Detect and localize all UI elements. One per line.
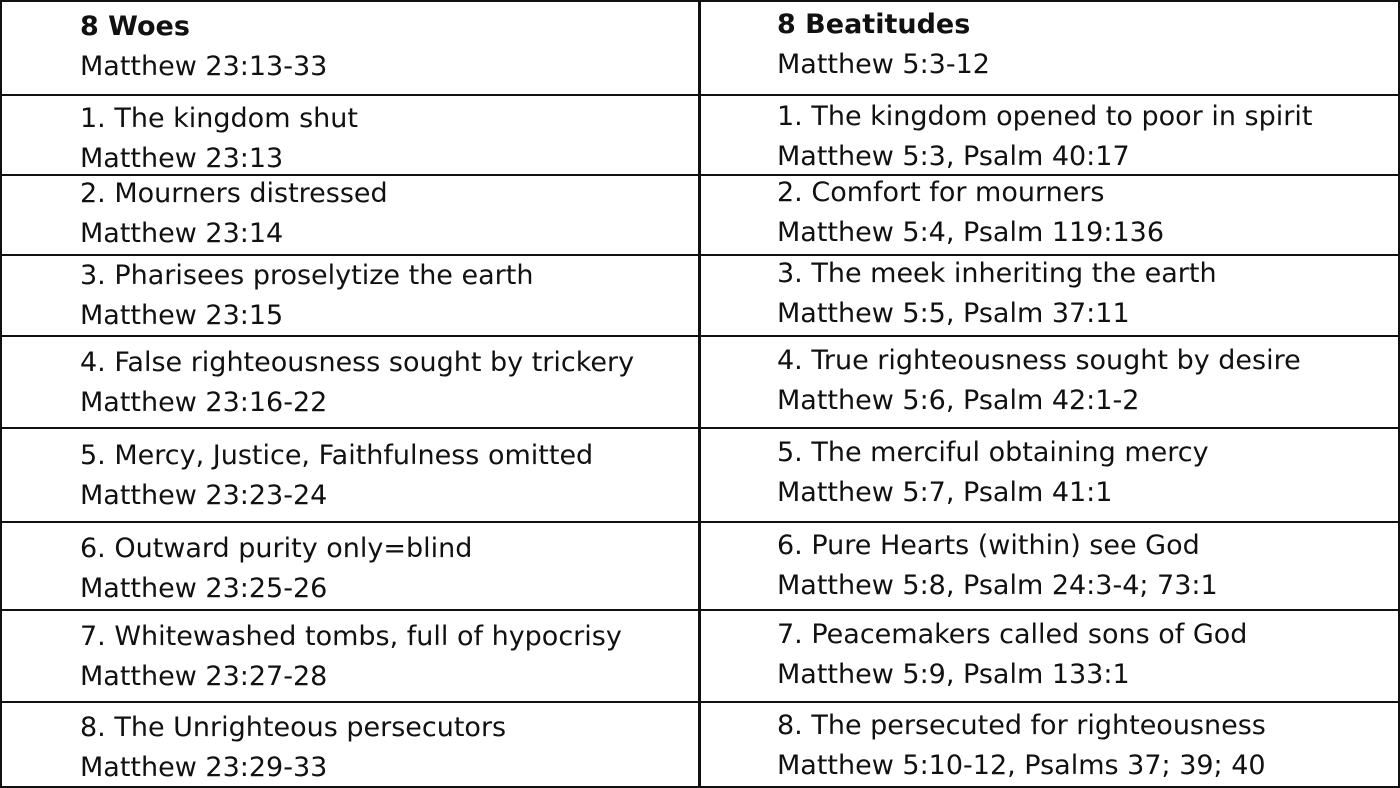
woe-cell [80,256,690,336]
beatitude-cell [777,526,1392,606]
header-ref-woes: Matthew 23:13-33 [80,51,328,82]
woe-cell [80,436,690,516]
beatitude-ref: Matthew 5:3, Psalm 40:17 [777,141,1130,172]
beatitude-title: 7. Peacemakers called sons of God [777,619,1248,650]
woe-ref: Matthew 23:16-22 [80,387,328,418]
beatitude-ref: Matthew 5:10-12, Psalms 37; 39; 40 [777,750,1266,781]
beatitude-cell [777,173,1392,253]
header-title-beatitudes: 8 Beatitudes [777,9,971,40]
beatitude-cell [777,97,1392,177]
woe-cell [80,343,690,423]
woe-cell [80,174,690,254]
header-ref-beatitudes: Matthew 5:3-12 [777,49,990,80]
beatitude-title: 4. True righteousness sought by desire [777,345,1301,376]
woe-ref: Matthew 23:15 [80,300,284,331]
woe-cell [80,708,690,788]
woe-title: 4. False righteousness sought by trickery [80,347,635,378]
woe-title: 1. The kingdom shut [80,103,358,134]
beatitude-title: 1. The kingdom opened to poor in spirit [777,101,1313,132]
woe-title: 5. Mercy, Justice, Faithfulness omitted [80,440,594,471]
table-header-row [2,2,1398,94]
woe-ref: Matthew 23:23-24 [80,480,328,511]
table-row [2,429,1398,521]
beatitude-title: 5. The merciful obtaining mercy [777,437,1209,468]
woe-cell [80,99,690,179]
table-row [2,337,1398,427]
beatitude-ref: Matthew 5:6, Psalm 42:1-2 [777,385,1140,416]
woe-ref: Matthew 23:14 [80,218,284,249]
table-row [2,611,1398,701]
woe-title: 6. Outward purity only=blind [80,533,473,564]
beatitude-cell [777,433,1392,513]
woe-title: 3. Pharisees proselytize the earth [80,260,534,291]
table-row [2,703,1398,788]
beatitude-ref: Matthew 5:4, Psalm 119:136 [777,217,1164,248]
woe-ref: Matthew 23:27-28 [80,661,328,692]
woe-title: 2. Mourners distressed [80,178,388,209]
beatitude-title: 8. The persecuted for righteousness [777,710,1266,741]
woe-ref: Matthew 23:25-26 [80,573,328,604]
beatitude-title: 6. Pure Hearts (within) see God [777,530,1200,561]
woe-title: 7. Whitewashed tombs, full of hypocrisy [80,621,622,652]
beatitude-cell [777,615,1392,695]
woe-cell [80,529,690,609]
table-row [2,523,1398,609]
woe-ref: Matthew 23:13 [80,143,284,174]
woe-title: 8. The Unrighteous persecutors [80,712,507,743]
beatitude-ref: Matthew 5:5, Psalm 37:11 [777,298,1130,329]
beatitude-ref: Matthew 5:9, Psalm 133:1 [777,659,1130,690]
woe-ref: Matthew 23:29-33 [80,752,328,783]
table-row [2,96,1398,174]
beatitude-title: 2. Comfort for mourners [777,177,1105,208]
table-row [2,176,1398,254]
beatitude-cell [777,254,1392,334]
table-row [2,256,1398,334]
beatitude-ref: Matthew 5:8, Psalm 24:3-4; 73:1 [777,570,1218,601]
beatitude-cell [777,341,1392,421]
beatitude-title: 3. The meek inheriting the earth [777,258,1217,289]
beatitude-ref: Matthew 5:7, Psalm 41:1 [777,477,1113,508]
header-title-woes: 8 Woes [80,11,190,42]
header-cell-woes [80,7,690,87]
beatitude-cell [777,706,1392,786]
header-cell-beatitudes [777,5,1392,85]
woe-cell [80,617,690,697]
